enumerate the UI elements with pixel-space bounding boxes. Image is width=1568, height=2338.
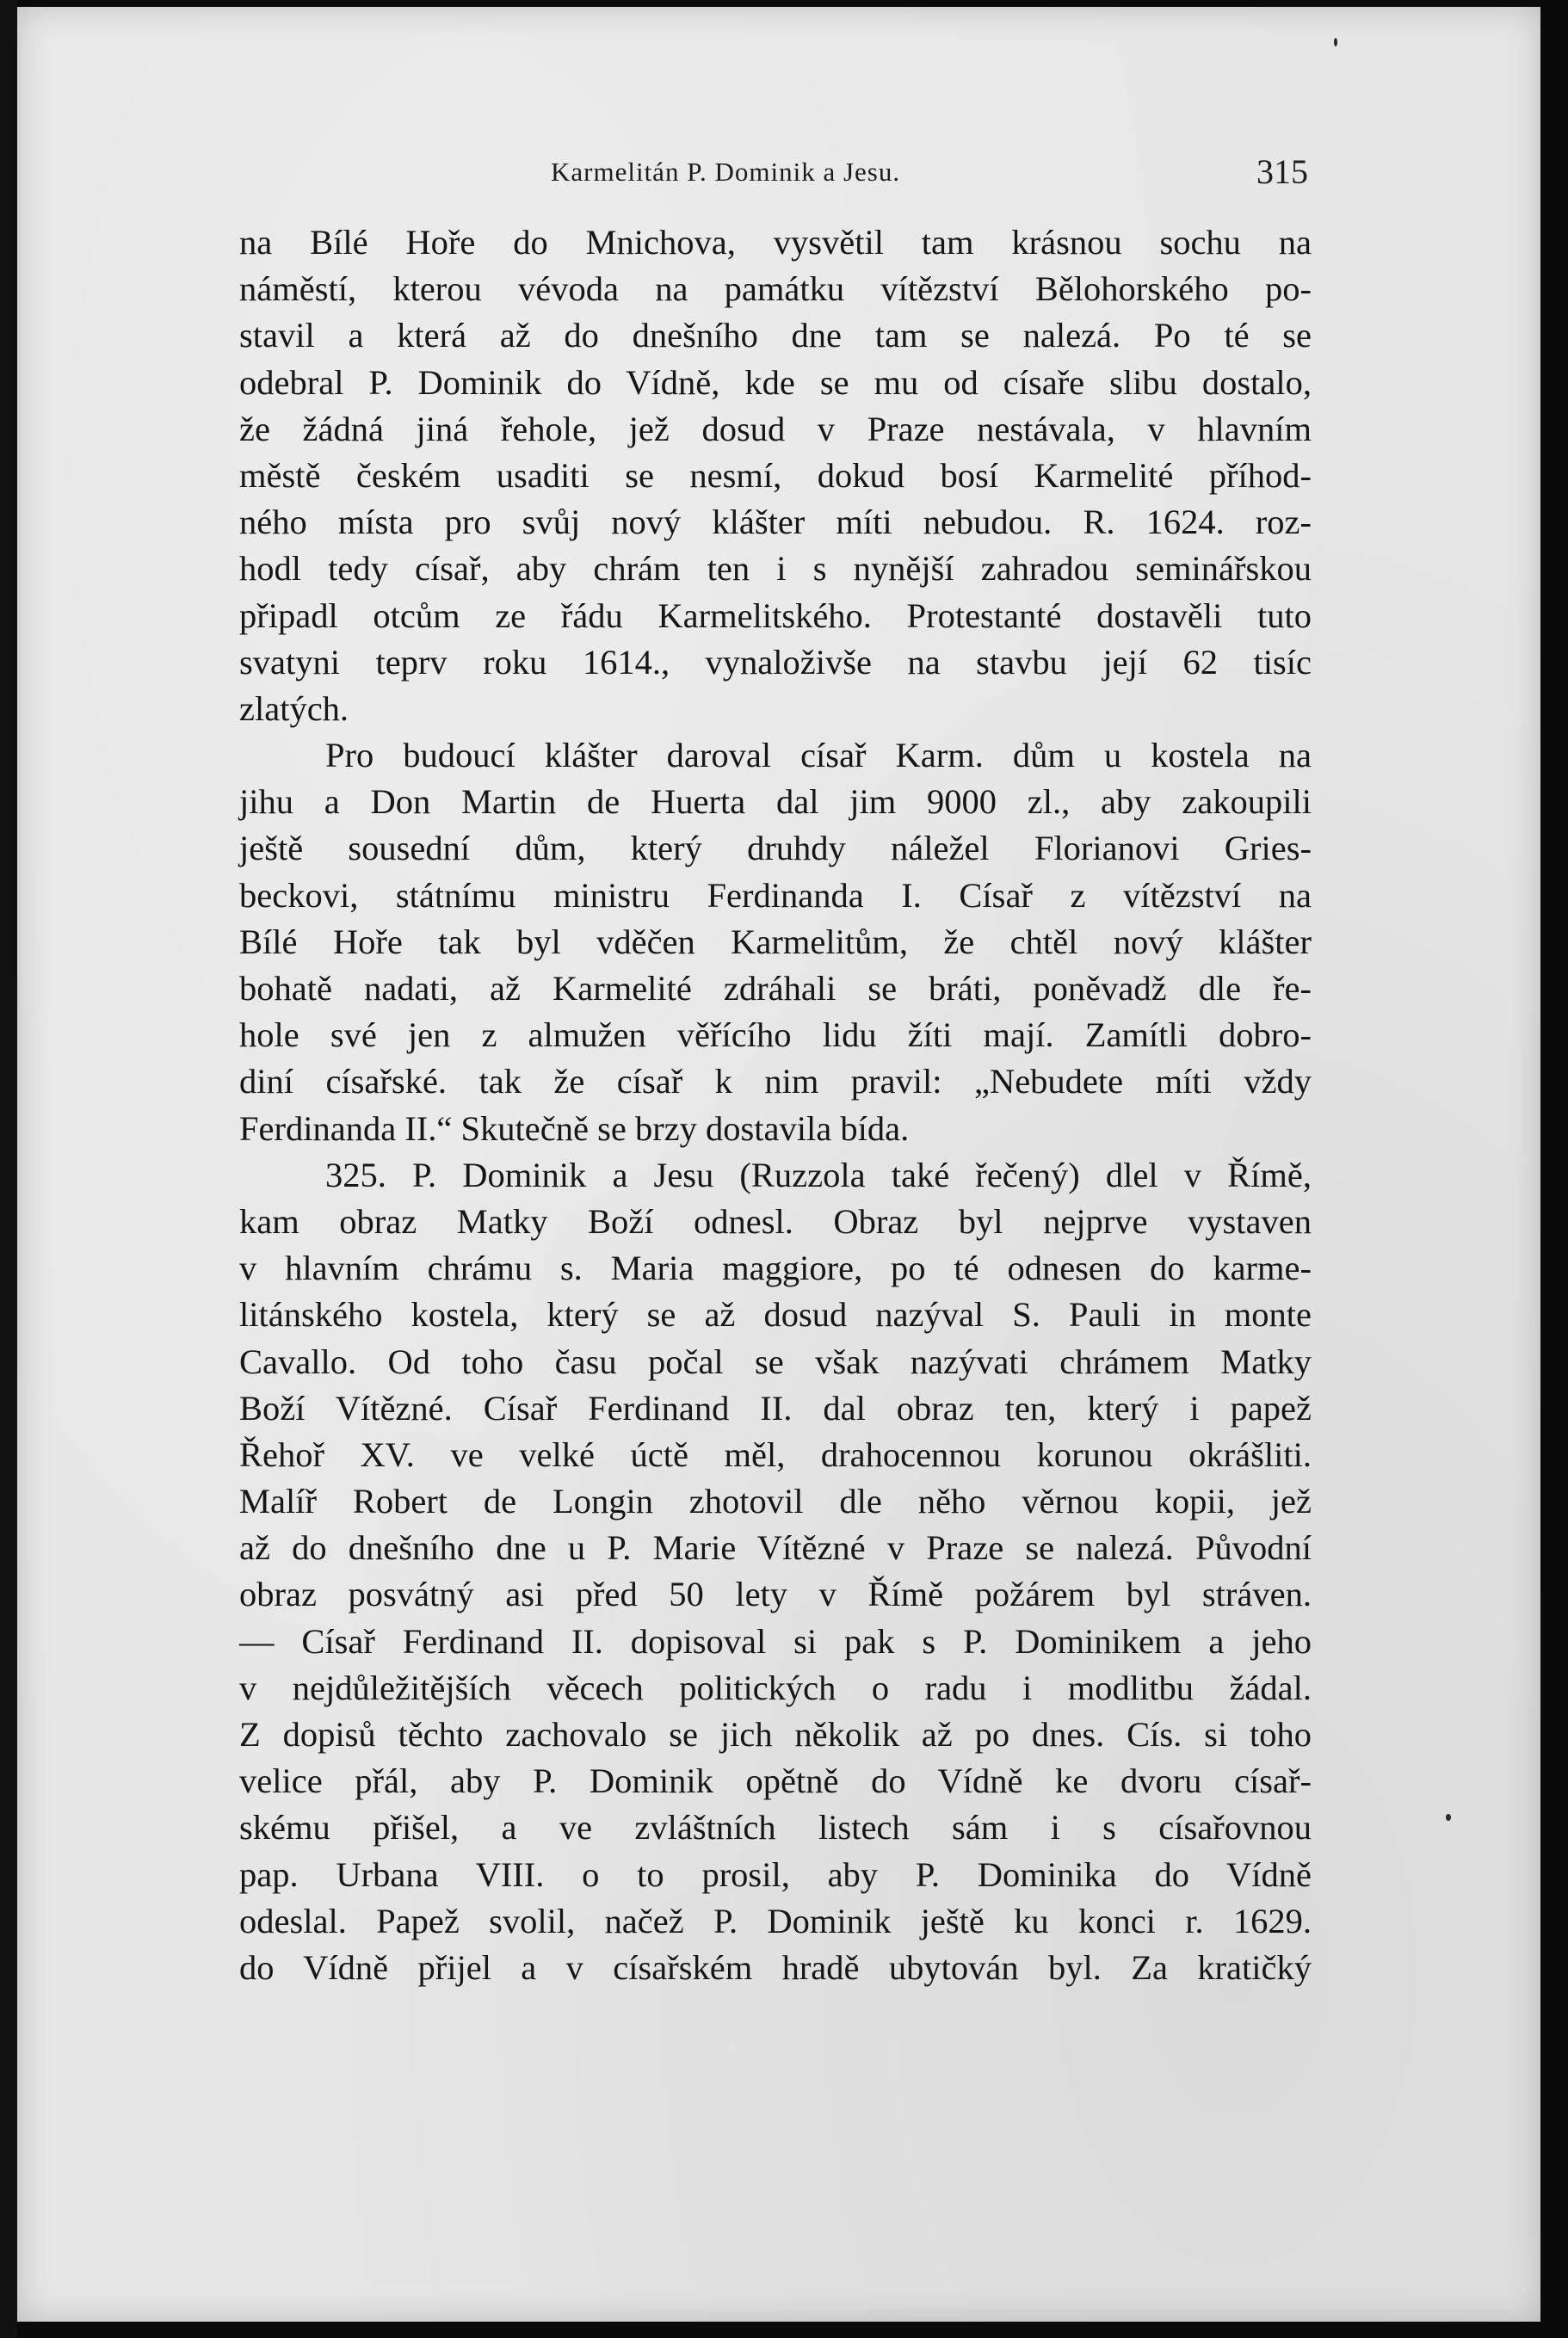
text-line: připadl otcům ze řádu Karmelitského. Protestanté dostavěli tuto xyxy=(239,595,1312,635)
text-line: ještě sousední dům, který druhdy náležel Florianovi Gries- xyxy=(239,829,1312,868)
ink-speck xyxy=(1334,38,1337,46)
text-line: pap. Urbana VIII. o to prosil, aby P. Dominika do Vídně xyxy=(239,1854,1312,1894)
text-line: že žádná jiná řehole, jež dosud v Praze nestávala, v hlavním xyxy=(239,409,1312,448)
text-line: Z dopisů těchto zachovalo se jich několik až po dnes. Cís. si toho xyxy=(239,1715,1312,1754)
text-line: v hlavním chrámu s. Maria maggiore, po té odnesen do karme- xyxy=(239,1249,1312,1288)
text-line: městě českém usaditi se nesmí, dokud bosí Karmelité příhod- xyxy=(239,455,1312,495)
text-line: — Císař Ferdinand II. dopisoval si pak s P. Dominikem a jeho xyxy=(239,1621,1312,1661)
text-line: odeslal. Papež svolil, načež P. Dominik ještě ku konci r. 1629. xyxy=(239,1901,1312,1940)
text-line: bohatě nadati, až Karmelité zdráhali se bráti, poněvadž dle ře- xyxy=(239,969,1312,1008)
text-line: zlatých. xyxy=(239,688,349,728)
text-line: skému přišel, a ve zvláštních listech sám i s císařovnou xyxy=(239,1808,1312,1848)
text-line: ného místa pro svůj nový klášter míti nebudou. R. 1624. roz- xyxy=(239,503,1312,542)
text-line: Malíř Robert de Longin zhotovil dle něho věrnou kopii, jež xyxy=(239,1482,1312,1521)
text-line: obraz posvátný asi před 50 lety v Římě požárem byl stráven. xyxy=(239,1575,1312,1614)
text-line: kam obraz Matky Boží odnesl. Obraz byl nejprve vystaven xyxy=(239,1201,1312,1241)
running-head-title: Karmelitán P. Dominik a Jesu. xyxy=(551,157,901,187)
text-line: na Bílé Hoře do Mnichova, vysvětil tam krásnou sochu na xyxy=(239,223,1312,262)
text-line: odebral P. Dominik do Vídně, kde se mu od císaře slibu dostalo, xyxy=(239,362,1312,402)
text-line: Boží Vítězné. Císař Ferdinand II. dal obraz ten, který i papež xyxy=(239,1388,1312,1428)
text-line: diní císařské. tak že císař k nim pravil: „Nebudete míti vždy xyxy=(239,1062,1312,1101)
text-line: Řehoř XV. ve velké úctě měl, drahocennou korunou okrášliti. xyxy=(239,1434,1312,1474)
text-line: Ferdinanda II.“ Skutečně se brzy dostavila bída. xyxy=(239,1108,910,1148)
text-line: svatyni teprv roku 1614., vynaloživše na stavbu její 62 tisíc xyxy=(239,642,1312,682)
text-line: do Vídně přijel a v císařském hradě ubytován byl. Za kratičký xyxy=(239,1947,1312,1987)
text-line: hodl tedy císař, aby chrám ten i s nynější zahradou seminářskou xyxy=(239,549,1312,589)
text-line: Cavallo. Od toho času počal se však nazývati chrámem Matky xyxy=(239,1342,1312,1381)
text-line: velice přál, aby P. Dominik opětně do Vídně ke dvoru císař- xyxy=(239,1761,1312,1801)
text-line: litánského kostela, který se až dosud nazýval S. Pauli in monte xyxy=(239,1295,1312,1335)
ink-speck xyxy=(1446,1814,1451,1821)
text-line: stavil a která až do dnešního dne tam se nalezá. Po té se xyxy=(239,316,1312,355)
text-line: Pro budoucí klášter daroval císař Karm. dům u kostela na xyxy=(325,736,1312,775)
text-line: 325. P. Dominik a Jesu (Ruzzola také řečený) dlel v Římě, xyxy=(325,1155,1312,1194)
page-left-edge xyxy=(0,0,17,2338)
text-line: beckovi, státnímu ministru Ferdinanda I. Císař z vítězství na xyxy=(239,875,1312,915)
text-line: v nejdůležitějších věcech politických o radu i modlitbu žádal. xyxy=(239,1668,1312,1707)
running-header xyxy=(534,151,1308,196)
page-number: 315 xyxy=(1256,152,1308,191)
text-line: hole své jen z almužen věřícího lidu žíti mají. Zamítli dobro- xyxy=(239,1015,1312,1055)
text-line: náměstí, kterou vévoda na památku vítězství Bělohorského po- xyxy=(239,269,1312,309)
body-text xyxy=(239,219,1312,1991)
text-line: jihu a Don Martin de Huerta dal jim 9000 zl., aby zakoupili xyxy=(239,782,1312,822)
text-line: až do dnešního dne u P. Marie Vítězné v Praze se nalezá. Původní xyxy=(239,1528,1312,1568)
text-line: Bílé Hoře tak byl vděčen Karmelitům, že chtěl nový klášter xyxy=(239,922,1312,961)
